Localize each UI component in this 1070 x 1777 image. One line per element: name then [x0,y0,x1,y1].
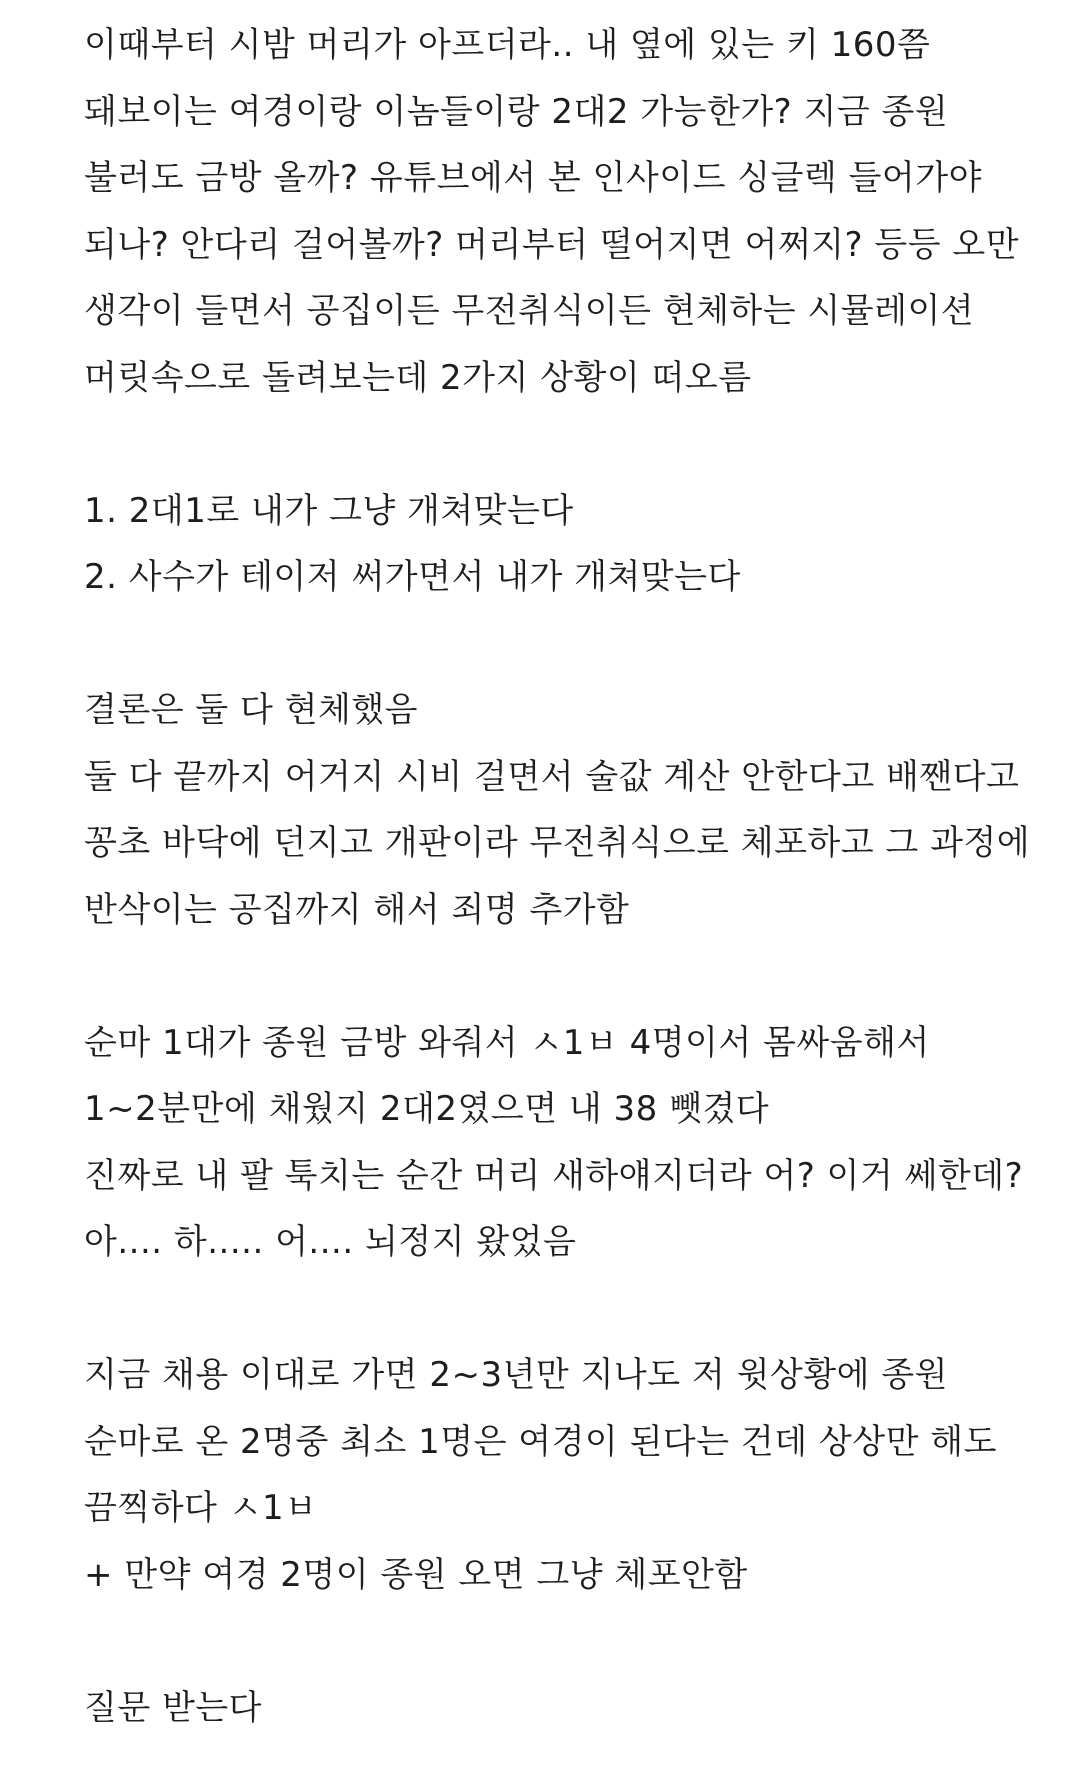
text-line: 질문 받는다 [84,1687,263,1728]
paragraph-spacer [84,411,1064,478]
post-body [84,12,1064,1741]
text-line: 불러도 금방 올까? 유튜브에서 본 인사이드 싱글렉 들어가야 [84,158,982,198]
paragraph-2 [84,478,1064,611]
text-line: 돼보이는 여경이랑 이놈들이랑 2대2 가능한가? 지금 종원 [84,91,949,132]
text-line: 결론은 둘 다 현체했음 [84,690,419,730]
text-line: 1~2분만에 채웠지 2대2였으면 내 38 뺏겼다 [84,1089,770,1129]
text-line: 이때부터 시밤 머리가 아프더라.. 내 옆에 있는 키 160쯤 [84,25,931,65]
text-line: 진짜로 내 팔 툭치는 순간 머리 새하얘지더라 어? 이거 쎄한데? [84,1155,1024,1196]
paragraph-spacer [84,943,1064,1010]
paragraph-spacer [84,1608,1064,1675]
text-line: 되나? 안다리 걸어볼까? 머리부터 떨어지면 어쩌지? 등등 오만 [84,224,1020,265]
text-line: + 만약 여경 2명이 종원 오면 그냥 체포안함 [84,1554,748,1595]
text-line: 둘 다 끝까지 어거지 시비 걸면서 술값 계산 안한다고 배짼다고 [84,756,1020,797]
paragraph-4 [84,1010,1064,1276]
text-line: 머릿속으로 돌려보는데 2가지 상황이 떠오름 [84,357,752,398]
text-line: 순마로 온 2명중 최소 1명은 여경이 된다는 건데 상상만 해도 [84,1421,997,1462]
text-line: 지금 채용 이대로 가면 2~3년만 지나도 저 윗상황에 종원 [84,1355,948,1395]
paragraph-spacer [84,1276,1064,1343]
text-line: 1. 2대1로 내가 그냥 개쳐맞는다 [84,490,574,531]
text-line: 반삭이는 공집까지 해서 죄명 추가함 [84,889,630,930]
paragraph-spacer [84,611,1064,678]
paragraph-5 [84,1342,1064,1608]
text-line: 2. 사수가 테이저 써가면서 내가 개쳐맞는다 [84,557,741,597]
text-line: 꽁초 바닥에 던지고 개판이라 무전취식으로 체포하고 그 과정에 [84,823,1031,863]
text-line: 순마 1대가 종원 금방 와줘서 ㅅ1ㅂ 4명이서 몸싸움해서 [84,1022,930,1063]
text-line: 아.... 하..... 어.... 뇌정지 왔었음 [84,1222,577,1262]
text-line: 생각이 들면서 공집이든 무전취식이든 현체하는 시뮬레이션 [84,291,975,331]
paragraph-3 [84,677,1064,943]
text-line: 끔찍하다 ㅅ1ㅂ [84,1488,318,1528]
paragraph-1 [84,12,1064,411]
paragraph-6 [84,1675,1064,1742]
